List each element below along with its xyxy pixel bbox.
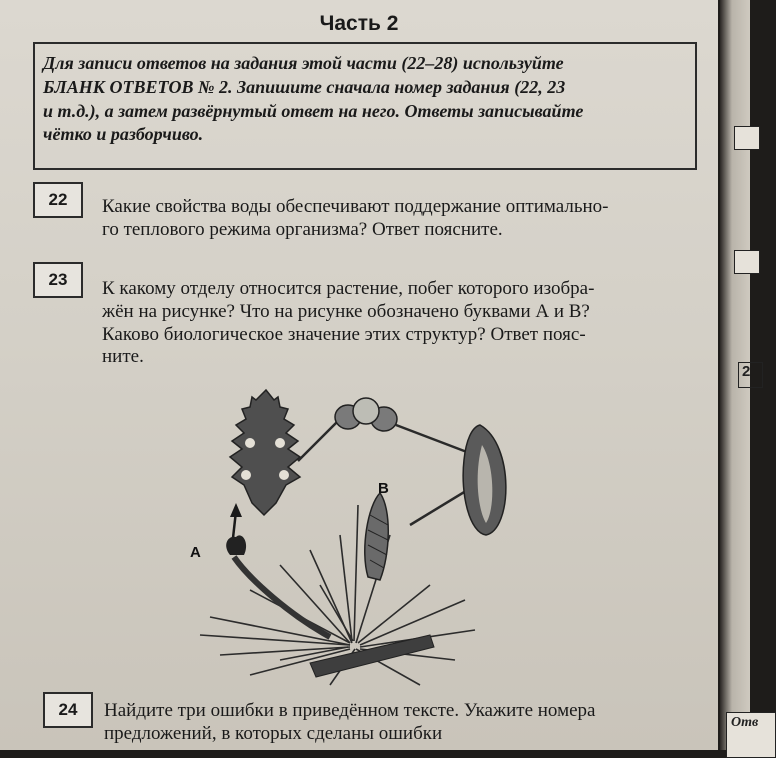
question-line: ните. [102,346,144,368]
page-title: Часть 2 [319,12,399,35]
question-24-number: 24 [43,692,93,728]
instructions-line: чётко и разборчиво. [43,124,204,145]
arrow-head-icon [230,503,242,517]
connector-line [298,421,338,461]
adjacent-page-edge [720,0,759,750]
question-23-text [102,278,702,369]
question-line: предложений, в которых сделаны ошибки [104,722,443,744]
adjacent-question-number: 2 [738,362,763,388]
question-line: Найдите три ошибки в приведённом тексте. Укажите номера [104,700,596,721]
question-23-number: 23 [33,262,83,298]
adjacent-box [734,126,760,150]
ovule [241,470,251,480]
label-b: В [378,480,389,497]
question-24-text [104,700,684,746]
question-line: жён на рисунке? Что на рисунке обозначено буквами А и В? [102,300,590,322]
ovule [279,470,289,480]
question-line: го теплового режима организма? Ответ поясните. [102,218,503,240]
ovule [275,438,285,448]
instructions-line: БЛАНК ОТВЕТОВ № 2. Запишите сначала номер задания (22, 23 [43,76,566,97]
male-cone-icon [365,493,388,580]
question-line: Какие свойства воды обеспечивают поддержание оптимально- [102,196,609,217]
instructions-line: Для записи ответов на задания этой части (22–28) используйте [43,53,564,73]
ovule [245,438,255,448]
instructions-box [33,42,697,170]
adjacent-answer-box: Отв [726,712,776,758]
adjacent-box [734,250,760,274]
question-22-text [102,196,702,242]
label-a: А [190,544,201,561]
seed-scale-icon [230,390,300,515]
pollen-grain-icon [353,398,379,424]
instructions-line: и т.д.), а затем развёрнутый ответ на него. Ответы записывайте [43,100,584,121]
pine-shoot-illustration [190,385,490,685]
question-line: К какому отделу относится растение, побег которого изобра- [102,278,595,299]
young-cone-icon [226,535,246,555]
question-line: Каково биологическое значение этих структур? Ответ пояс- [102,323,586,345]
question-22-number: 22 [33,182,83,218]
